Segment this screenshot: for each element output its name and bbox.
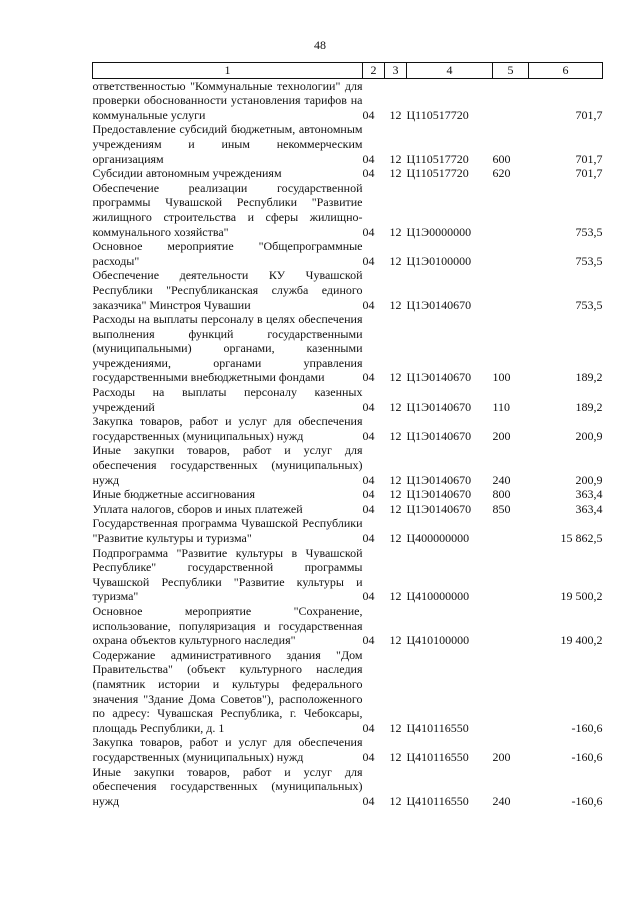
row-name: Расходы на выплаты персоналу в целях обеспечения выполнения функций государственными (муниципальными) органами, казенными учреждениями, органами управления государственными внебюджетными фондами (92, 312, 363, 385)
row-section: 04 (362, 589, 375, 604)
table-row (93, 516, 603, 545)
table-row (93, 181, 603, 239)
row-amount: 200,9 (575, 472, 603, 487)
row-name: Иные закупки товаров, работ и услуг для обеспечения государственных (муниципальных) нужд (92, 443, 363, 487)
row-expense-type: 240 (492, 793, 511, 808)
row-amount: -160,6 (571, 749, 603, 764)
row-name: Иные бюджетные ассигнования (92, 487, 255, 502)
row-section: 04 (362, 501, 375, 516)
row-expense-type (493, 239, 529, 268)
row-section: 04 (362, 793, 375, 808)
row-expense-type (493, 181, 529, 239)
row-section: 04 (362, 633, 375, 648)
row-name: Иные закупки товаров, работ и услуг для обеспечения государственных (муниципальных) нужд (92, 764, 363, 808)
row-section: 04 (362, 749, 375, 764)
row-expense-type: 600 (492, 151, 511, 166)
row-section: 04 (362, 166, 375, 181)
table-row (93, 122, 603, 166)
row-section: 04 (362, 531, 375, 545)
row-expense-type: 240 (492, 472, 511, 487)
row-target-article: Ц1Э0000000 (406, 224, 472, 239)
table-row (93, 648, 603, 736)
row-amount: 753,5 (575, 297, 603, 312)
row-section: 04 (362, 399, 375, 414)
row-expense-type: 200 (492, 749, 511, 764)
row-name: Основное мероприятие "Сохранение, использование, популяризация и государственная охрана объектов культурного наследия" (92, 603, 363, 648)
row-expense-type: 200 (492, 428, 511, 443)
row-amount: 19 400,2 (560, 633, 603, 648)
row-subsection: 12 (389, 107, 402, 122)
table-row (93, 487, 603, 502)
table-row (93, 312, 603, 385)
row-expense-type (493, 78, 529, 122)
row-section: 04 (362, 151, 375, 166)
row-target-article: Ц400000000 (406, 531, 470, 545)
row-expense-type: 100 (492, 370, 511, 385)
row-amount: 753,5 (575, 253, 603, 268)
row-target-article: Ц1Э0140670 (406, 297, 472, 312)
column-header-1: 1 (93, 63, 363, 79)
row-expense-type: 850 (492, 501, 511, 516)
row-amount: 363,4 (575, 501, 603, 516)
table-row (93, 735, 603, 764)
row-name: Содержание административного здания "Дом Правительства" (объект культурного наследия (памятник истории и культуры федерального значения "Здание Дома Советов"), расположенного по адресу: Чувашская Республика, г. Чебоксары, площадь Республики, д. 1 (92, 647, 363, 735)
row-target-article: Ц410116550 (406, 749, 469, 764)
row-target-article: Ц410116550 (406, 793, 469, 808)
row-name: Закупка товаров, работ и услуг для обеспечения государственных (муниципальных) нужд (92, 735, 363, 764)
row-name: Предоставление субсидий бюджетным, автономным учреждениям и иным некоммерческим организациям (92, 122, 363, 166)
row-name: Подпрограмма "Развитие культуры в Чувашской Республике" государственной программы Чувашской Республики "Развитие культуры и туризма" (92, 545, 363, 604)
table-row (93, 414, 603, 443)
row-name: Расходы на выплаты персоналу казенных учреждений (92, 385, 363, 414)
row-name: Основное мероприятие "Общепрограммные расходы" (92, 239, 363, 268)
row-target-article: Ц410100000 (406, 633, 470, 648)
row-amount: -160,6 (571, 720, 603, 735)
row-amount: 701,7 (575, 151, 603, 166)
column-header-4: 4 (407, 63, 493, 79)
row-name: Обеспечение деятельности КУ Чувашской Республики "Республиканская служба единого заказчика" Минстроя Чувашии (92, 268, 363, 312)
row-amount: 19 500,2 (560, 589, 603, 604)
row-target-article: Ц110517720 (406, 107, 469, 122)
row-amount: 189,2 (575, 399, 603, 414)
row-expense-type: 110 (492, 399, 511, 414)
row-name: Закупка товаров, работ и услуг для обеспечения государственных (муниципальных) нужд (92, 414, 363, 443)
budget-table (92, 62, 603, 808)
row-target-article: Ц1Э0100000 (406, 253, 472, 268)
row-amount: -160,6 (571, 793, 603, 808)
row-expense-type (493, 604, 529, 648)
row-name: Субсидии автономным учреждениям (92, 166, 282, 181)
row-section: 04 (362, 297, 375, 312)
row-expense-type (493, 268, 529, 312)
row-expense-type (493, 546, 529, 604)
row-subsection: 12 (389, 531, 402, 545)
row-subsection: 12 (389, 633, 402, 648)
row-section: 04 (362, 107, 375, 122)
row-target-article: Ц1Э0140670 (406, 370, 472, 385)
table-row (93, 78, 603, 122)
row-amount: 200,9 (575, 428, 603, 443)
row-amount: 15 862,5 (560, 531, 603, 545)
row-subsection: 12 (389, 224, 402, 239)
row-subsection: 12 (389, 589, 402, 604)
column-header-3: 3 (385, 63, 407, 79)
table-row (93, 268, 603, 312)
row-amount: 363,4 (575, 487, 603, 502)
row-amount: 753,5 (575, 224, 603, 239)
row-expense-type: 620 (492, 166, 511, 181)
row-amount: 189,2 (575, 370, 603, 385)
row-target-article: Ц410116550 (406, 720, 469, 735)
row-subsection: 12 (389, 399, 402, 414)
row-target-article: Ц110517720 (406, 151, 469, 166)
row-target-article: Ц1Э0140670 (406, 487, 472, 502)
row-target-article: Ц1Э0140670 (406, 472, 472, 487)
row-section: 04 (362, 253, 375, 268)
row-expense-type (493, 516, 529, 545)
row-subsection: 12 (389, 487, 402, 502)
row-target-article: Ц110517720 (406, 166, 469, 181)
row-section: 04 (362, 720, 375, 735)
table-row (93, 385, 603, 414)
row-subsection: 12 (389, 370, 402, 385)
table-row (93, 502, 603, 517)
row-target-article: Ц1Э0140670 (406, 428, 472, 443)
row-subsection: 12 (389, 253, 402, 268)
row-name: Уплата налогов, сборов и иных платежей (92, 501, 303, 516)
table-row (93, 443, 603, 487)
row-subsection: 12 (389, 749, 402, 764)
table-row (93, 604, 603, 648)
table-row (93, 546, 603, 604)
row-subsection: 12 (389, 793, 402, 808)
table-row (93, 239, 603, 268)
column-header-5: 5 (493, 63, 529, 79)
row-section: 04 (362, 487, 375, 502)
row-target-article: Ц410000000 (406, 589, 470, 604)
table-row (93, 166, 603, 181)
row-target-article: Ц1Э0140670 (406, 399, 472, 414)
row-name: Обеспечение реализации государственной программы Чувашской Республики "Развитие жилищного строительства и сферы жилищно-коммунального хозяйства" (92, 180, 363, 239)
row-amount: 701,7 (575, 166, 603, 181)
row-subsection: 12 (389, 151, 402, 166)
row-subsection: 12 (389, 428, 402, 443)
row-section: 04 (362, 472, 375, 487)
page-number: 48 (314, 38, 326, 52)
row-subsection: 12 (389, 501, 402, 516)
table-row (93, 765, 603, 809)
row-target-article: Ц1Э0140670 (406, 501, 472, 516)
row-name: ответственностью "Коммунальные технологии" для проверки обоснованности установления тарифов на коммунальные услуги (92, 78, 363, 122)
row-subsection: 12 (389, 720, 402, 735)
row-subsection: 12 (389, 472, 402, 487)
header-row (93, 63, 603, 79)
row-amount: 701,7 (575, 107, 603, 122)
row-expense-type (493, 648, 529, 736)
column-header-2: 2 (363, 63, 385, 79)
row-name: Государственная программа Чувашской Республики "Развитие культуры и туризма" (92, 516, 363, 545)
row-subsection: 12 (389, 166, 402, 181)
row-section: 04 (362, 224, 375, 239)
row-subsection: 12 (389, 297, 402, 312)
column-header-6: 6 (529, 63, 603, 79)
row-expense-type: 800 (492, 487, 511, 502)
row-section: 04 (362, 370, 375, 385)
row-section: 04 (362, 428, 375, 443)
